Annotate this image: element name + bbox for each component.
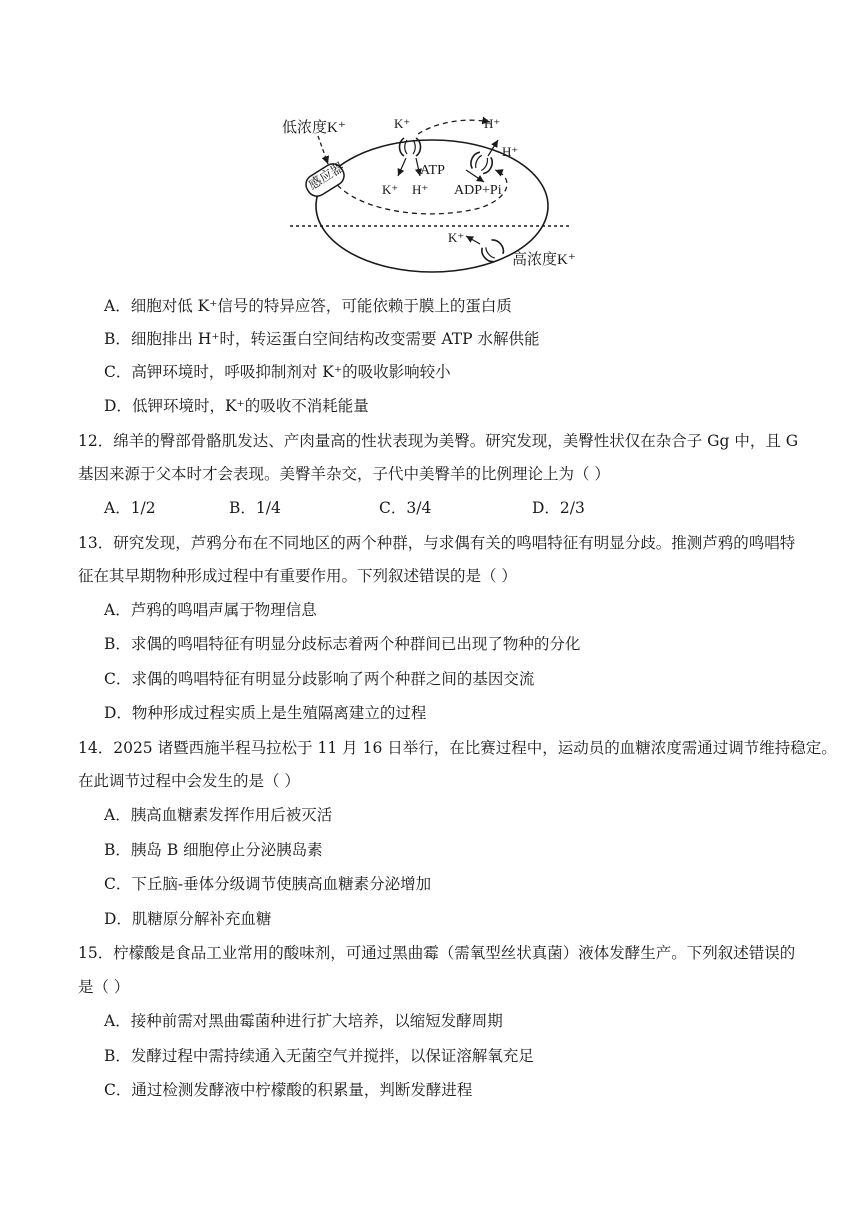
low-k-arrow — [318, 136, 328, 164]
q14-stem-line1: 14．2025 诸暨西施半程马拉松于 11 月 16 日举行，在比赛过程中，运动员的血糖浓度需通过调节维持稳定。 — [78, 739, 837, 757]
high-k-label: 高浓度K⁺ — [512, 252, 576, 268]
q15-stem-line2: 是（ ） — [78, 978, 130, 996]
q12-option-b: B．1/4 — [229, 499, 281, 517]
q15-stem-line1: 15．柠檬酸是食品工业常用的酸味剂，可通过黑曲霉（需氧型丝状真菌）液体发酵生产。下列叙述错误的 — [78, 944, 796, 962]
potassium-transport-diagram — [270, 108, 600, 280]
adp-pi-label: ADP+Pi — [454, 183, 502, 198]
atp-label: ATP — [420, 163, 445, 178]
q14-option-d: D．肌糖原分解补充血糖 — [104, 910, 272, 928]
q12-option-d: D．2/3 — [532, 499, 585, 517]
k-inward-arrow — [398, 158, 406, 176]
q14-option-c: C．下丘脑-垂体分级调节使胰高血糖素分泌增加 — [104, 875, 432, 893]
q13-stem-line2: 征在其早期物种形成过程中有重要作用。下列叙述错误的是（ ） — [78, 567, 517, 585]
q11-option-b: B．细胞排出 H⁺时，转运蛋白空间结构改变需要 ATP 水解供能 — [104, 330, 540, 348]
h-top-label: H⁺ — [484, 116, 501, 131]
k-bottom-label: K⁺ — [448, 230, 465, 245]
q15-option-c: C．通过检测发酵液中柠檬酸的积累量，判断发酵进程 — [104, 1081, 473, 1099]
q13-option-a: A．芦鸦的鸣唱声属于物理信息 — [104, 601, 317, 619]
q15-option-b: B．发酵过程中需持续通入无菌空气并搅拌，以保证溶解氧充足 — [104, 1047, 534, 1065]
h-right-label: H⁺ — [502, 144, 519, 159]
cell-diagram-svg — [270, 108, 600, 280]
q12-option-c: C．3/4 — [379, 499, 432, 517]
q13-option-d: D．物种形成过程实质上是生殖隔离建立的过程 — [104, 704, 427, 722]
k-inside-label: K⁺ — [382, 182, 399, 197]
q13-option-b: B．求偶的鸣唱特征有明显分歧标志着两个种群间已出现了物种的分化 — [104, 635, 581, 653]
q11-option-a: A．细胞对低 K⁺信号的特异应答，可能依赖于膜上的蛋白质 — [104, 297, 512, 315]
q14-option-a: A．胰高血糖素发挥作用后被灭活 — [104, 806, 333, 824]
k-channel-icon — [479, 237, 507, 264]
h-inside-label: H⁺ — [412, 182, 429, 197]
q11-option-c: C．高钾环境时，呼吸抑制剂对 K⁺的吸收影响较小 — [104, 363, 451, 381]
q12-stem-line2: 基因来源于父本时才会表现。美臀羊杂交，子代中美臀羊的比例理论上为（ ） — [78, 465, 610, 483]
q14-option-b: B．胰岛 B 细胞停止分泌胰岛素 — [104, 841, 323, 859]
k-top-label: K⁺ — [394, 116, 411, 131]
q12-stem-line1: 12．绵羊的臀部骨骼肌发达、产肉量高的性状表现为美臀。研究发现，美臀性状仅在杂合子 Gg 中，且 G — [78, 432, 799, 450]
k-bottom-arrow — [466, 236, 480, 244]
q13-stem-line1: 13．研究发现，芦鸦分布在不同地区的两个种群，与求偶有关的鸣唱特征有明显分歧。推测芦鸦的鸣唱特 — [78, 534, 796, 552]
q15-option-a: A．接种前需对黑曲霉菌种进行扩大培养，以缩短发酵周期 — [104, 1012, 503, 1030]
proton-pump-icon — [468, 150, 495, 175]
top-dashed-arc — [418, 120, 490, 134]
q11-option-d: D．低钾环境时，K⁺的吸收不消耗能量 — [104, 397, 369, 415]
q13-option-c: C．求偶的鸣唱特征有明显分歧影响了两个种群之间的基因交流 — [104, 670, 535, 688]
q14-stem-line2: 在此调节过程中会发生的是（ ） — [78, 772, 300, 790]
q12-options-row — [104, 498, 624, 518]
sensor-text: 感应器 — [305, 159, 347, 193]
low-k-label: 低浓度K⁺ — [282, 120, 346, 136]
atp-arrow — [466, 170, 484, 182]
q12-option-a: A．1/2 — [104, 499, 156, 517]
